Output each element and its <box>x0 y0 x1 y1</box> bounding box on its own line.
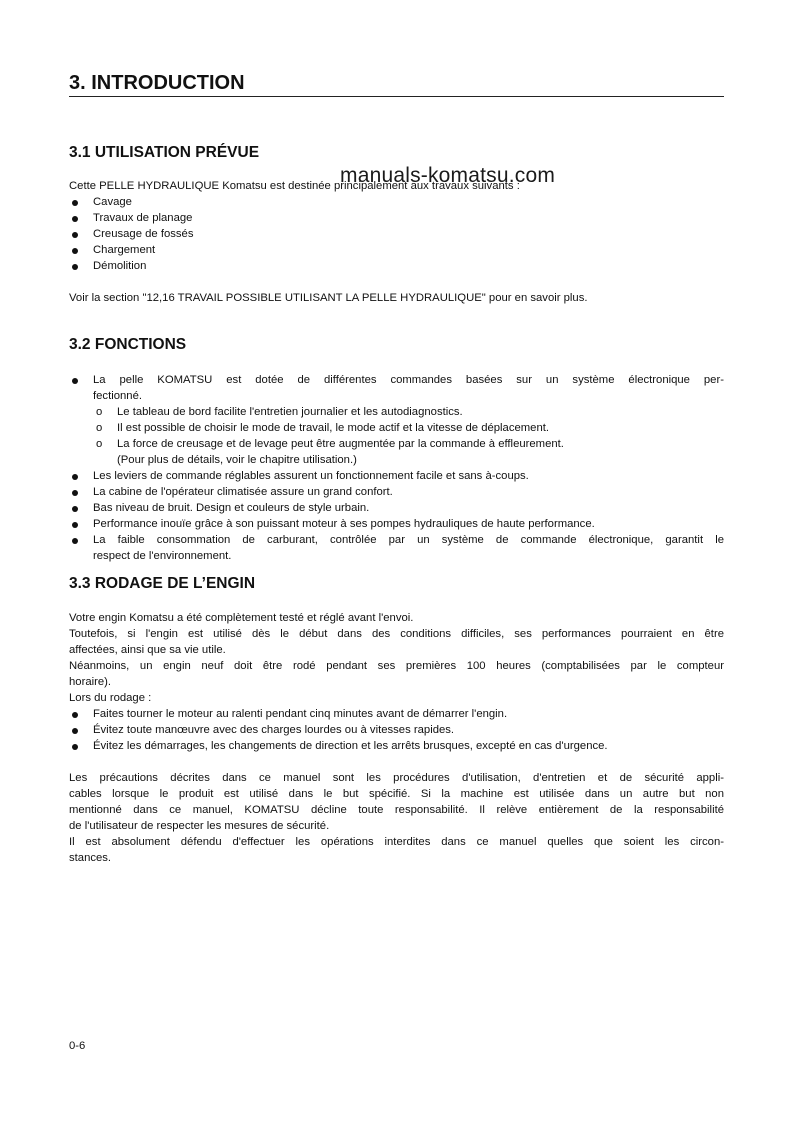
sub-bullet-icon: o <box>96 422 103 434</box>
paragraph-line: de l'utilisateur de respecter les mesures de sécurité. <box>69 820 330 832</box>
paragraph: Voir la section "12,16 TRAVAIL POSSIBLE UTILISANT LA PELLE HYDRAULIQUE" pour en savoir plus. <box>69 292 588 304</box>
list-item: Cavage <box>69 194 724 210</box>
paragraph-line: mentionné dans ce manuel, KOMATSU décline toute responsabilité. Il relève entièrement de la responsabilité <box>69 804 724 816</box>
sub-bullet-icon: o <box>96 406 103 418</box>
sub-list-item <box>69 404 724 420</box>
sub-bullet-icon: o <box>96 438 103 450</box>
list-item: Les leviers de commande réglables assurent un fonctionnement facile et sans à-coups. <box>69 468 724 484</box>
list-item: Creusage de fossés <box>69 226 724 242</box>
page-number: 0-6 <box>69 1040 86 1052</box>
paragraph-line: stances. <box>69 852 112 864</box>
paragraph-line: Votre engin Komatsu a été complètement testé et réglé avant l'envoi. <box>69 612 414 624</box>
list-item: La cabine de l'opérateur climatisée assure un grand confort. <box>69 484 724 500</box>
list-item: Travaux de planage <box>69 210 724 226</box>
paragraph-line: horaire). <box>69 676 112 688</box>
list-item-continuation: respect de l'environnement. <box>93 550 232 562</box>
section-heading-fonctions: 3.2 FONCTIONS <box>69 336 187 353</box>
sub-list-item <box>69 420 724 436</box>
paragraph-line: Toutefois, si l'engin est utilisé dès le début dans des conditions difficiles, ses performances pourraient en être <box>69 628 724 640</box>
page-title: 3. INTRODUCTION <box>69 70 724 97</box>
sub-list-note: (Pour plus de détails, voir le chapitre utilisation.) <box>117 454 357 466</box>
list-item: Évitez les démarrages, les changements de direction et les arrêts brusques, excepté en cas d'urgence. <box>69 738 724 754</box>
list-item: Démolition <box>69 258 724 274</box>
list-item: Performance inouïe grâce à son puissant moteur à ses pompes hydrauliques de haute performance. <box>69 516 724 532</box>
list-item: La pelle KOMATSU est dotée de différentes commandes basées sur un système électronique per- <box>69 372 724 388</box>
sub-item-text: Il est possible de choisir le mode de travail, le mode actif et la vitesse de déplacement. <box>117 422 550 434</box>
paragraph: Cette PELLE HYDRAULIQUE Komatsu est destinée principalement aux travaux suivants : <box>69 180 520 192</box>
list-item: Chargement <box>69 242 724 258</box>
paragraph-line: Il est absolument défendu d'effectuer les opérations interdites dans ce manuel quelles que soient les circon- <box>69 836 724 848</box>
paragraph-line: Les précautions décrites dans ce manuel sont les procédures d'utilisation, d'entretien et de sécurité appli- <box>69 772 724 784</box>
paragraph-line: Néanmoins, un engin neuf doit être rodé pendant ses premières 100 heures (comptabilisées par le compteur <box>69 660 724 672</box>
paragraph-line: cables lorsque le produit est utilisé dans le but spécifié. Si la machine est utilisée dans un autre but non <box>69 788 724 800</box>
list-item: Bas niveau de bruit. Design et couleurs de style urbain. <box>69 500 724 516</box>
list-item: Faites tourner le moteur au ralenti pendant cinq minutes avant de démarrer l'engin. <box>69 706 724 722</box>
section-heading-rodage: 3.3 RODAGE DE L’ENGIN <box>69 575 256 592</box>
paragraph-line: affectées, ainsi que sa vie utile. <box>69 644 226 656</box>
section-heading-utilisation: 3.1 UTILISATION PRÉVUE <box>69 144 260 161</box>
sub-item-text: La force de creusage et de levage peut être augmentée par la commande à effleurement. <box>117 438 564 450</box>
section-body-rodage <box>69 610 724 866</box>
watermark: manuals-komatsu.com <box>340 164 556 187</box>
section-body-utilisation <box>69 178 724 306</box>
section-body-fonctions <box>69 372 724 564</box>
list-item-continuation: fectionné. <box>93 390 142 402</box>
sub-item-text: Le tableau de bord facilite l'entretien journalier et les autodiagnostics. <box>117 406 463 418</box>
paragraph-line: Lors du rodage : <box>69 692 152 704</box>
list-item: Évitez toute manœuvre avec des charges lourdes ou à vitesses rapides. <box>69 722 724 738</box>
sub-list-item <box>69 436 724 452</box>
list-item: La faible consommation de carburant, contrôlée par un système de commande électronique, garantit le <box>69 532 724 548</box>
